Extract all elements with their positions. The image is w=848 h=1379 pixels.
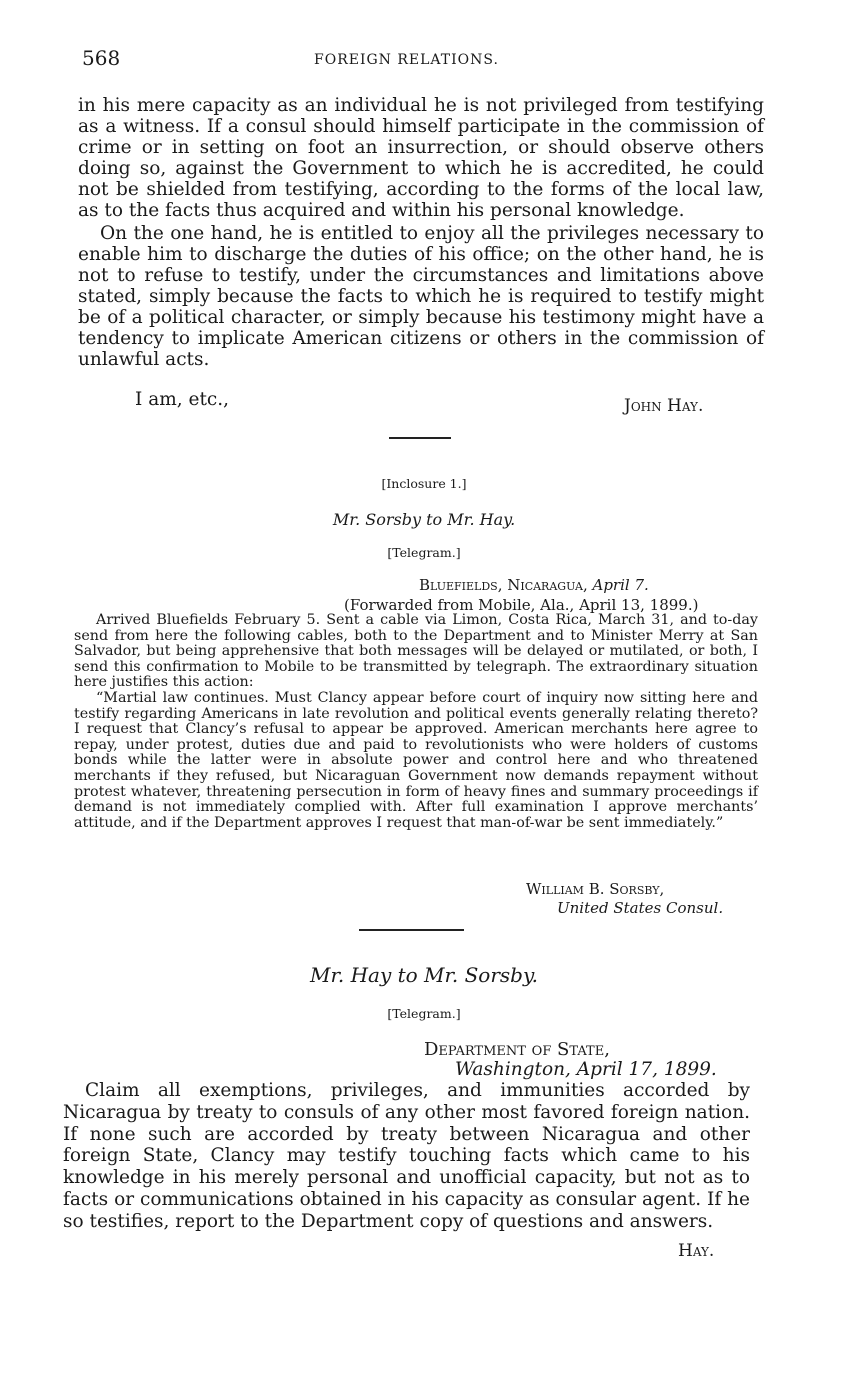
reply-title: Mr. Hay to Mr. Sorsby.	[310, 963, 538, 987]
reply-place: Department of State,	[424, 1039, 610, 1060]
letter-paragraph-2: On the one hand, he is entitled to enjoy all the privileges necessary to enable him to discharge the duties of his office; on the other hand, he is not to refuse to testify, under the circumstances and limitations above stated, simply because the facts to which he is required to testify might be of a political character, or simply because his testimony might have a tendency to implicate American citizens or others in the commission of unlawful acts.	[78, 223, 764, 370]
inclosure-title: Mr. Sorsby to Mr. Hay.	[332, 510, 516, 529]
letter-body	[78, 95, 764, 370]
reply-type: [Telegram.]	[387, 1006, 461, 1021]
reply-date: Washington, April 17, 1899.	[455, 1059, 717, 1080]
inclosure-date: April 7.	[592, 576, 649, 594]
inclosure-dateline	[419, 576, 649, 594]
section-divider	[389, 437, 451, 439]
page-number: 568	[82, 46, 121, 70]
running-head: FOREIGN RELATIONS.	[314, 52, 499, 68]
telegram-signature-title: United States Consul.	[557, 899, 724, 917]
reply-paragraph-1: Claim all exemptions, privileges, and immunities accorded by Nicaragua by treaty to consuls of any other most favored foreign nation. If none such are accorded by treaty between Nicaragua and other foreign State, Clancy may testify touching facts which came to his knowledge in his merely personal and unofficial capacity, but not as to facts or communications obtained in his capacity as consular agent. If he so testifies, report to the Department copy of questions and answers.	[63, 1080, 750, 1232]
letter-closing: I am, etc.,	[135, 389, 230, 410]
letter-paragraph-1: in his mere capacity as an individual he is not privileged from testifying as a witness. If a consul should himself participate in the commission of crime or in setting on foot an insurrection, or should observe others doing so, against the Government to which he is accredited, he could not be shielded from testifying, according to the forms of the local law, as to the facts thus acquired and within his personal knowledge.	[78, 95, 764, 221]
inclosure-type: [Telegram.]	[387, 545, 461, 560]
telegram-paragraph-1: Arrived Bluefields February 5. Sent a cable via Limon, Costa Rica, March 31, and to-day send from here the following cables, both to the Department and to Minister Merry at San Salvador, but being apprehensive that both messages will be delayed or mutilated, or both, I send this confirmation to Mobile to be transmitted by telegraph. The extraordinary situation here justifies this action:	[74, 612, 758, 691]
page-header	[82, 46, 768, 76]
reply-body	[63, 1080, 750, 1233]
telegram-body	[74, 613, 758, 831]
telegram-signature: William B. Sorsby,	[526, 880, 665, 898]
letter-signature: John Hay.	[624, 396, 704, 416]
inclosure-forwarded: (Forwarded from Mobile, Ala., April 13, 1899.)	[344, 596, 699, 614]
inclosure-place: Bluefields, Nicaragua,	[419, 576, 588, 594]
reply-signature: Hay.	[678, 1241, 715, 1261]
telegram-paragraph-2: “Martial law continues. Must Clancy appear before court of inquiry now sitting here and testify regarding Americans in late revolution and political events generally relating thereto? I request that Clancy’s refusal to appear be approved. American merchants here agree to repay, under protest, duties due and paid to revolutionists who were holders of customs bonds while the latter were in absolute power and control here and who threatened merchants if they refused, but Nicaraguan Government now demands repayment without protest whatever, threatening persecution in form of heavy fines and summary proceedings if demand is not immediately complied with. After full examination I approve merchants’ attitude, and if the Department approves I request that man-of-war be sent immediately.”	[74, 689, 758, 831]
section-divider-2	[359, 929, 464, 931]
inclosure-label: [Inclosure 1.]	[381, 476, 467, 491]
